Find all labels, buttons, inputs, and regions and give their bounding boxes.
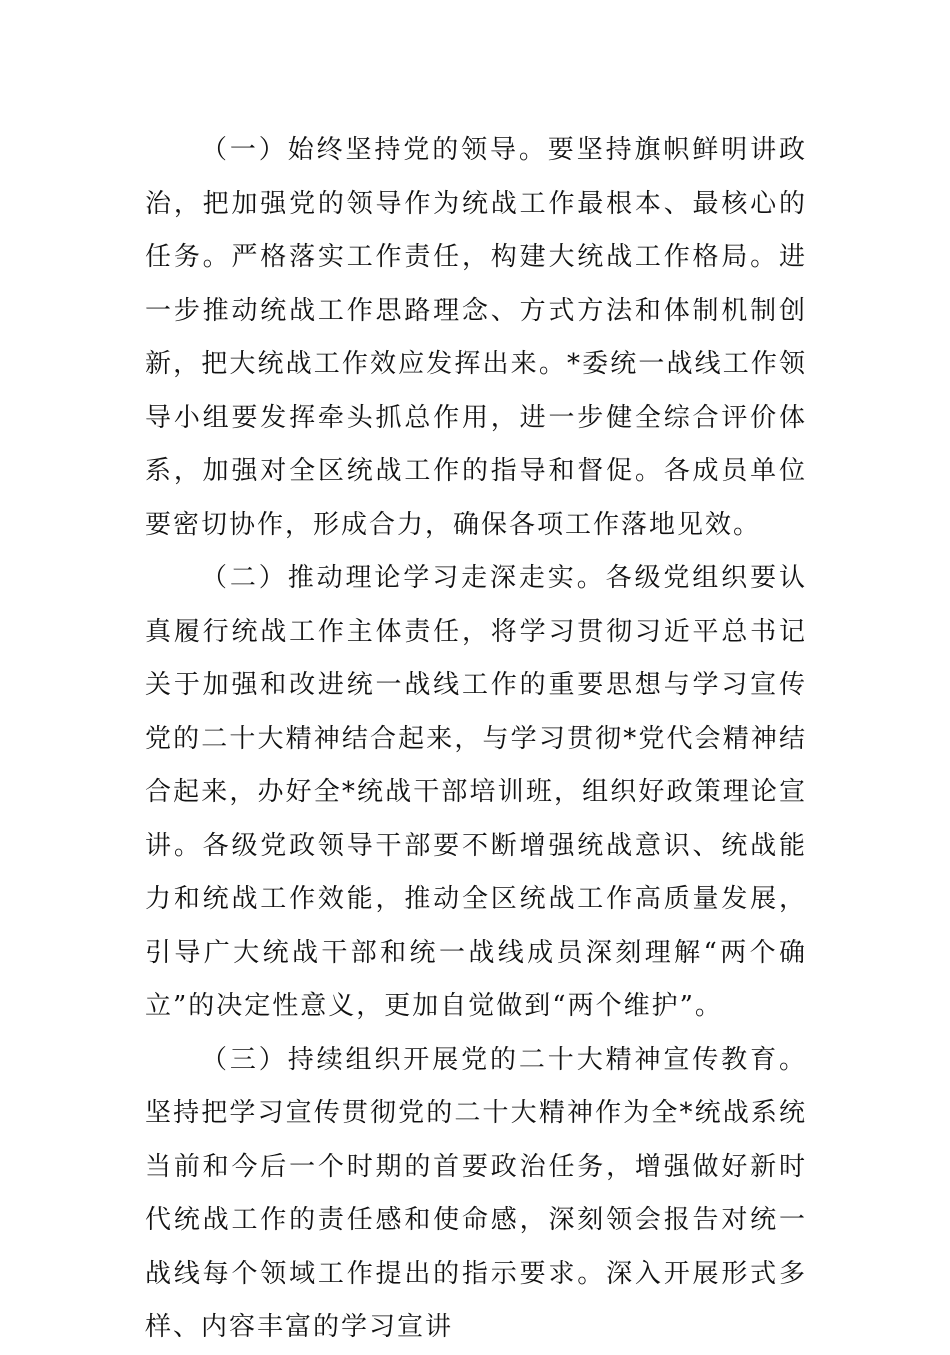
document-body — [145, 124, 807, 1355]
paragraph-1: （一）始终坚持党的领导。要坚持旗帜鲜明讲政治，把加强党的领导作为统战工作最根本、最核心的任务。严格落实工作责任，构建大统战工作格局。进一步推动统战工作思路理念、方式方法和体制机制创新，把大统战工作效应发挥出来。*委统一战线工作领导小组要发挥牵头抓总作用，进一步健全综合评价体系，加强对全区统战工作的指导和督促。各成员单位要密切协作，形成合力，确保各项工作落地见效。 — [145, 135, 807, 540]
paragraph-2: （二）推动理论学习走深走实。各级党组织要认真履行统战工作主体责任，将学习贯彻习近平总书记关于加强和改进统一战线工作的重要思想与学习宣传党的二十大精神结合起来，与学习贯彻*党代会精神结合起来，办好全*统战干部培训班，组织好政策理论宣讲。各级党政领导干部要不断增强统战意识、统战能力和统战工作效能，推动全区统战工作高质量发展，引导广大统战干部和统一战线成员深刻理解“两个确立”的决定性意义，更加自觉做到“两个维护”。 — [145, 563, 807, 1021]
paragraph-3: （三）持续组织开展党的二十大精神宣传教育。坚持把学习宣传贯彻党的二十大精神作为全*统战系统当前和今后一个时期的首要政治任务，增强做好新时代统战工作的责任感和使命感，深刻领会报告对统一战线每个领域工作提出的指示要求。深入开展形式多样、内容丰富的学习宣讲 — [145, 1044, 807, 1342]
